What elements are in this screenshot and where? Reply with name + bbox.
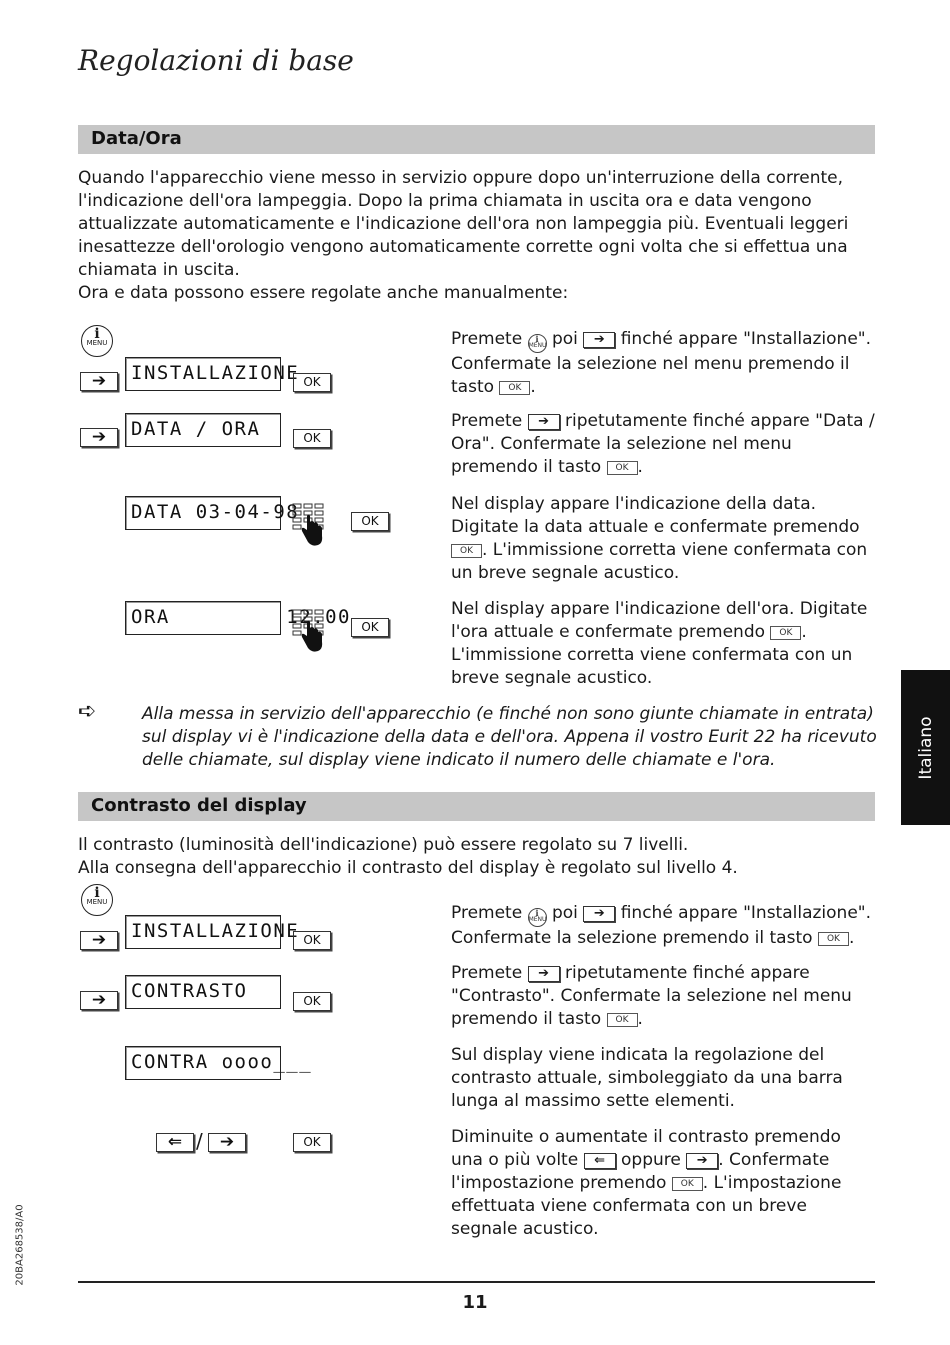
lcd-display: CONTRA oooo___	[125, 1046, 281, 1080]
arrow-right-key: ➔	[583, 332, 615, 348]
ok-key: OK	[351, 512, 389, 531]
arrow-right-key: ➔	[80, 931, 118, 950]
ok-key: OK	[499, 381, 530, 395]
note-pointer-icon: ➪	[78, 699, 97, 724]
arrow-right-key: ➔	[208, 1133, 246, 1152]
step-text: Premete ➔ ripetutamente finché appare "Contrasto". Confermate la selezione nel menu premendo il tasto OK .	[451, 963, 852, 1029]
lcd-display: DATA 03-04-98	[125, 496, 281, 530]
arrow-right-key: ➔	[80, 991, 118, 1010]
page-title: Regolazioni di base	[78, 44, 354, 77]
slash-separator: /	[196, 1129, 203, 1153]
ok-key: OK	[293, 373, 331, 392]
arrow-left-key: ⇐	[584, 1153, 616, 1169]
menu-key-icon: i MENU	[81, 884, 113, 916]
step-text: Diminuite o aumentate il contrasto premendo una o più volte ⇐ oppure ➔ . Confermate l'impostazione premendo OK . L'impostazione effettuata viene confermata con un breve segnale acustico.	[451, 1127, 842, 1239]
lcd-display: INSTALLAZIONE	[125, 357, 281, 391]
step-text: Nel display appare l'indicazione della data. Digitate la data attuale e confermate premendo OK . L'immissione corretta viene confermata con un breve segnale acustico.	[451, 494, 868, 583]
section-header-data-ora	[78, 125, 875, 154]
language-tab	[901, 670, 950, 825]
arrow-right-key: ➔	[528, 966, 560, 982]
arrow-right-key: ➔	[80, 428, 118, 447]
document-code: 20BA268538/A0	[14, 1204, 26, 1286]
section-title: Contrasto del display	[91, 795, 307, 816]
ok-key: OK	[293, 429, 331, 448]
section-title: Data/Ora	[91, 128, 182, 149]
language-tab-label: Italiano	[915, 715, 936, 780]
page-number: 11	[462, 1292, 488, 1313]
step-text: Premete i MENU poi ➔ finché appare "Installazione". Confermate la selezione premendo il tasto OK .	[451, 903, 871, 948]
note-text: Alla messa in servizio dell'apparecchio (e finché non sono giunte chiamate in entrata) sul display vi è l'indicazione della data e dell'ora. Appena il vostro Eurit 22 ha ricevuto delle chiamate, sul display viene indicato il numero delle chiamate e l'ora.	[142, 704, 877, 770]
intro-text: Quando l'apparecchio viene messo in servizio oppure dopo un'interruzione della corrente, l'indicazione dell'ora lampeggia. Dopo la prima chiamata in uscita ora e data vengono attualizzate automaticamente e l'indicazione dell'ora non lampeggia più. Eventuali leggeri inesattezze dell'orologio vengono automaticamente corrette ogni volta che si effettua una chiamata in uscita.	[78, 168, 849, 280]
lcd-display: CONTRASTO	[125, 975, 281, 1009]
intro-text: Alla consegna dell'apparecchio il contrasto del display è regolato sul livello 4.	[78, 858, 738, 878]
intro-text: Ora e data possono essere regolate anche manualmente:	[78, 283, 569, 303]
footer-divider	[78, 1281, 875, 1283]
menu-key-icon: i MENU	[81, 325, 113, 357]
intro-paragraph	[78, 167, 878, 305]
section-header-contrasto	[78, 792, 875, 821]
step-text: Premete ➔ ripetutamente finché appare "Data / Ora". Confermate la selezione nel menu premendo il tasto OK .	[451, 411, 875, 477]
ok-key: OK	[451, 544, 482, 558]
menu-key-icon: i MENU	[528, 908, 547, 927]
intro-paragraph	[78, 834, 878, 880]
lcd-display: DATA / ORA	[125, 413, 281, 447]
arrow-right-key: ➔	[686, 1153, 718, 1169]
menu-key-icon: i MENU	[528, 334, 547, 353]
ok-key: OK	[818, 932, 849, 946]
lcd-display: INSTALLAZIONE	[125, 915, 281, 949]
ok-key: OK	[770, 626, 801, 640]
keypad-hand-icon	[292, 608, 330, 654]
ok-key: OK	[293, 992, 331, 1011]
arrow-right-key: ➔	[528, 414, 560, 430]
arrow-left-key: ⇐	[156, 1133, 194, 1152]
step-text: Premete i MENU poi ➔ finché appare "Installazione". Confermate la selezione nel menu premendo il tasto OK .	[451, 329, 871, 397]
arrow-right-key: ➔	[583, 906, 615, 922]
ok-key: OK	[351, 618, 389, 637]
step-text: Sul display viene indicata la regolazione del contrasto attuale, simboleggiato da una barra lunga al massimo sette elementi.	[451, 1045, 843, 1111]
arrow-right-key: ➔	[80, 372, 118, 391]
ok-key: OK	[607, 1013, 638, 1027]
ok-key: OK	[672, 1177, 703, 1191]
ok-key: OK	[607, 461, 638, 475]
step-text: Nel display appare l'indicazione dell'ora. Digitate l'ora attuale e confermate premendo OK . L'immissione corretta viene confermata con un breve segnale acustico.	[451, 599, 868, 688]
ok-key: OK	[293, 1133, 331, 1152]
lcd-display: ORA 12.00	[125, 601, 281, 635]
keypad-hand-icon	[292, 502, 330, 548]
ok-key: OK	[293, 931, 331, 950]
intro-text: Il contrasto (luminosità dell'indicazione) può essere regolato su 7 livelli.	[78, 835, 689, 855]
